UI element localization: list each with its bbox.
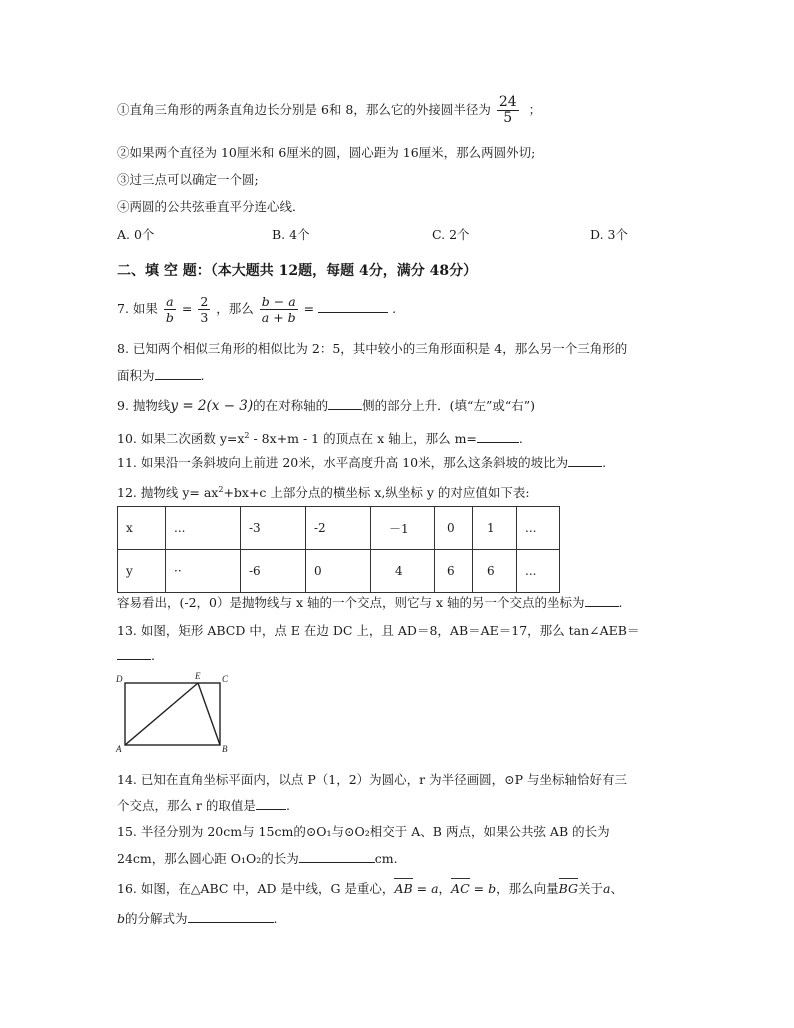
q10-prefix: 10. 如果二次函数 y=x (117, 431, 245, 447)
segment-eb (198, 683, 220, 745)
q11-text: 11. 如果沿一条斜坡向上前进 20米，水平高度升高 10米，那么这条斜坡的坡比为 (117, 455, 569, 470)
question-item-3: ③过三点可以确定一个圆; (117, 172, 259, 187)
fraction-bma-apb (260, 294, 298, 325)
question-15-line-2 (117, 850, 398, 868)
q11-end: . (602, 455, 607, 470)
option-d: D. 3个 (590, 227, 628, 242)
q11-answer-blank[interactable] (568, 454, 602, 467)
item-1-text: ①直角三角形的两条直角边长分别是 6和 8，那么它的外接圆半径为 (117, 102, 491, 117)
q9-tail: 侧的部分上升．(填“左”或“右”) (362, 398, 535, 413)
table-cell: ·· (166, 550, 241, 593)
vector-b-2: b (117, 911, 126, 926)
q16-prefix: 16. 如图，在△ABC 中，AD 是中线，G 是重心， (117, 881, 395, 896)
q8-line2-text: 面积为 (117, 368, 155, 383)
q12-followup-text: 容易看出，(-2，0）是抛物线与 x 轴的一个交点，则它与 x 轴的另一个交点的坐标为 (117, 595, 585, 610)
table-cell: ... (517, 507, 560, 550)
q12-tail: +bx+c 上部分点的横坐标 x,纵坐标 y 的对应值如下表: (223, 485, 530, 501)
q16-eq2: = (469, 881, 489, 896)
question-16-line-2 (117, 910, 278, 928)
vector-bg: BG (558, 881, 578, 896)
q10-answer-blank[interactable] (477, 430, 519, 443)
option-c: C. 2个 (432, 227, 470, 242)
q16-end: . (273, 911, 278, 926)
q13-answer-blank[interactable] (117, 647, 151, 660)
rectangle-figure (112, 670, 242, 754)
q16-answer-blank[interactable] (188, 910, 274, 923)
table-cell: y (118, 550, 166, 593)
q7-equals-2: = (303, 301, 315, 316)
question-8-line-1: 8. 已知两个相似三角形的相似比为 2：5，其中较小的三角形面积是 4，那么另一个三角形的 (117, 341, 628, 356)
question-item-1 (117, 95, 541, 126)
question-14-line-1: 14. 已知在直角坐标平面内，以点 P（1，2）为圆心，r 为半径画圆，⊙P 与坐标轴恰好有三 (117, 772, 627, 787)
q16-about: 关于 (578, 881, 604, 896)
question-item-4: ④两圆的公共弦垂直平分连心线． (117, 199, 305, 214)
q12-exponent: 2 (218, 485, 224, 494)
q16-eq1: = (412, 881, 432, 896)
q7-answer-blank[interactable] (318, 300, 388, 313)
q10-exponent: 2 (244, 431, 250, 440)
table-cell: －1 (371, 507, 435, 550)
table-cell: ... (166, 507, 241, 550)
table-cell: 6 (473, 550, 517, 593)
option-a: A. 0个 (117, 227, 155, 242)
vector-a: a (431, 881, 439, 896)
segment-ae (125, 683, 198, 745)
label-b: B (222, 744, 228, 754)
question-12 (117, 481, 530, 502)
fraction-denominator: 5 (503, 110, 513, 126)
q7-f3-num: b − a (261, 294, 296, 309)
question-16-line-1 (117, 880, 623, 898)
q7-f1-num: a (164, 294, 176, 310)
item-1-tail: ； (528, 102, 542, 117)
q15-line2-text: 24cm，那么圆心距 O₁O₂的长为 (117, 851, 299, 866)
label-c: C (222, 674, 229, 684)
table-cell: 1 (473, 507, 517, 550)
q10-mid: - 8x+m - 1 的顶点在 x 轴上，那么 m= (249, 431, 477, 447)
table-cell: 6 (435, 550, 473, 593)
q8-answer-blank[interactable] (155, 367, 201, 380)
vector-ab: AB (394, 881, 413, 896)
q7-f3-den: a + b (261, 310, 296, 325)
fraction-a-b (164, 294, 176, 325)
q16-mid: ，那么向量 (496, 881, 559, 896)
fraction-numerator: 24 (498, 94, 517, 110)
q7-prefix: 7. 如果 (117, 301, 158, 316)
q7-f1-den: b (165, 310, 174, 325)
rectangle-abcd (125, 683, 220, 745)
question-8-line-2 (117, 367, 205, 385)
table-cell: -2 (306, 507, 371, 550)
table-row-x (118, 507, 560, 550)
q12-answer-blank[interactable] (585, 594, 619, 607)
q9-prefix: 9. 抛物线 (117, 398, 171, 413)
q16-sep: ， (438, 881, 452, 896)
question-10 (117, 427, 523, 448)
q12-prefix: 12. 抛物线 y= ax (117, 485, 219, 501)
label-d: D (116, 674, 123, 684)
question-9 (117, 397, 535, 415)
q8-end: . (200, 368, 205, 383)
q12-followup-end: . (618, 595, 623, 610)
question-15-line-1: 15. 半径分别为 20cm与 15cm的⊙O₁与⊙O₂相交于 A、B 两点，如果公共弦 AB 的长为 (117, 824, 610, 839)
fraction-2-3 (198, 294, 210, 325)
label-e: E (195, 671, 201, 681)
value-table (117, 506, 560, 593)
q14-answer-blank[interactable] (256, 797, 286, 810)
q16-line2-text: 的分解式为 (125, 911, 188, 926)
q13-end: . (151, 648, 155, 663)
fraction-24-5 (497, 95, 519, 126)
q14-end: . (285, 798, 290, 813)
question-item-2: ②如果两个直径为 10厘米和 6厘米的圆，圆心距为 16厘米，那么两圆外切; (117, 145, 536, 160)
q14-line2-text: 个交点，那么 r 的取值是 (117, 798, 256, 813)
table-cell: -3 (241, 507, 306, 550)
vector-ac: AC (451, 881, 470, 896)
q15-answer-blank[interactable] (299, 850, 375, 863)
q16-dun: 、 (610, 881, 623, 896)
q7-mid: ，那么 (216, 301, 254, 316)
table-cell: 0 (435, 507, 473, 550)
table-cell: -6 (241, 550, 306, 593)
table-row-y (118, 550, 560, 593)
option-b: B. 4个 (272, 227, 310, 242)
q7-f2-num: 2 (200, 294, 209, 309)
q9-mid: 的在对称轴的 (253, 398, 329, 413)
q15-end: cm. (374, 851, 398, 866)
question-11 (117, 454, 606, 472)
question-12-followup (117, 594, 623, 612)
section-2-title: 二、填 空 题：（本大题共 12题，每题 4分，满分 48分） (117, 263, 478, 279)
table-cell: 0 (306, 550, 371, 593)
q7-end: . (392, 301, 397, 316)
q10-end: . (518, 431, 523, 447)
q9-answer-blank[interactable] (328, 397, 362, 410)
q7-equals: = (181, 301, 193, 316)
question-13-line-1: 13. 如图，矩形 ABCD 中，点 E 在边 DC 上，且 AD＝8，AB＝AE＝17，那么 tan∠AEB＝ (117, 623, 640, 638)
table-cell: ... (517, 550, 560, 593)
table-cell: x (118, 507, 166, 550)
label-a: A (116, 744, 122, 754)
q9-expression: y = 2(x − 3) (170, 398, 254, 414)
table-cell: 4 (371, 550, 435, 593)
question-7 (117, 294, 396, 325)
q7-f2-den: 3 (200, 310, 209, 325)
vector-a-2: a (603, 881, 611, 896)
vector-b: b (488, 881, 497, 896)
question-13-line-2 (117, 647, 155, 665)
question-14-line-2 (117, 797, 290, 815)
